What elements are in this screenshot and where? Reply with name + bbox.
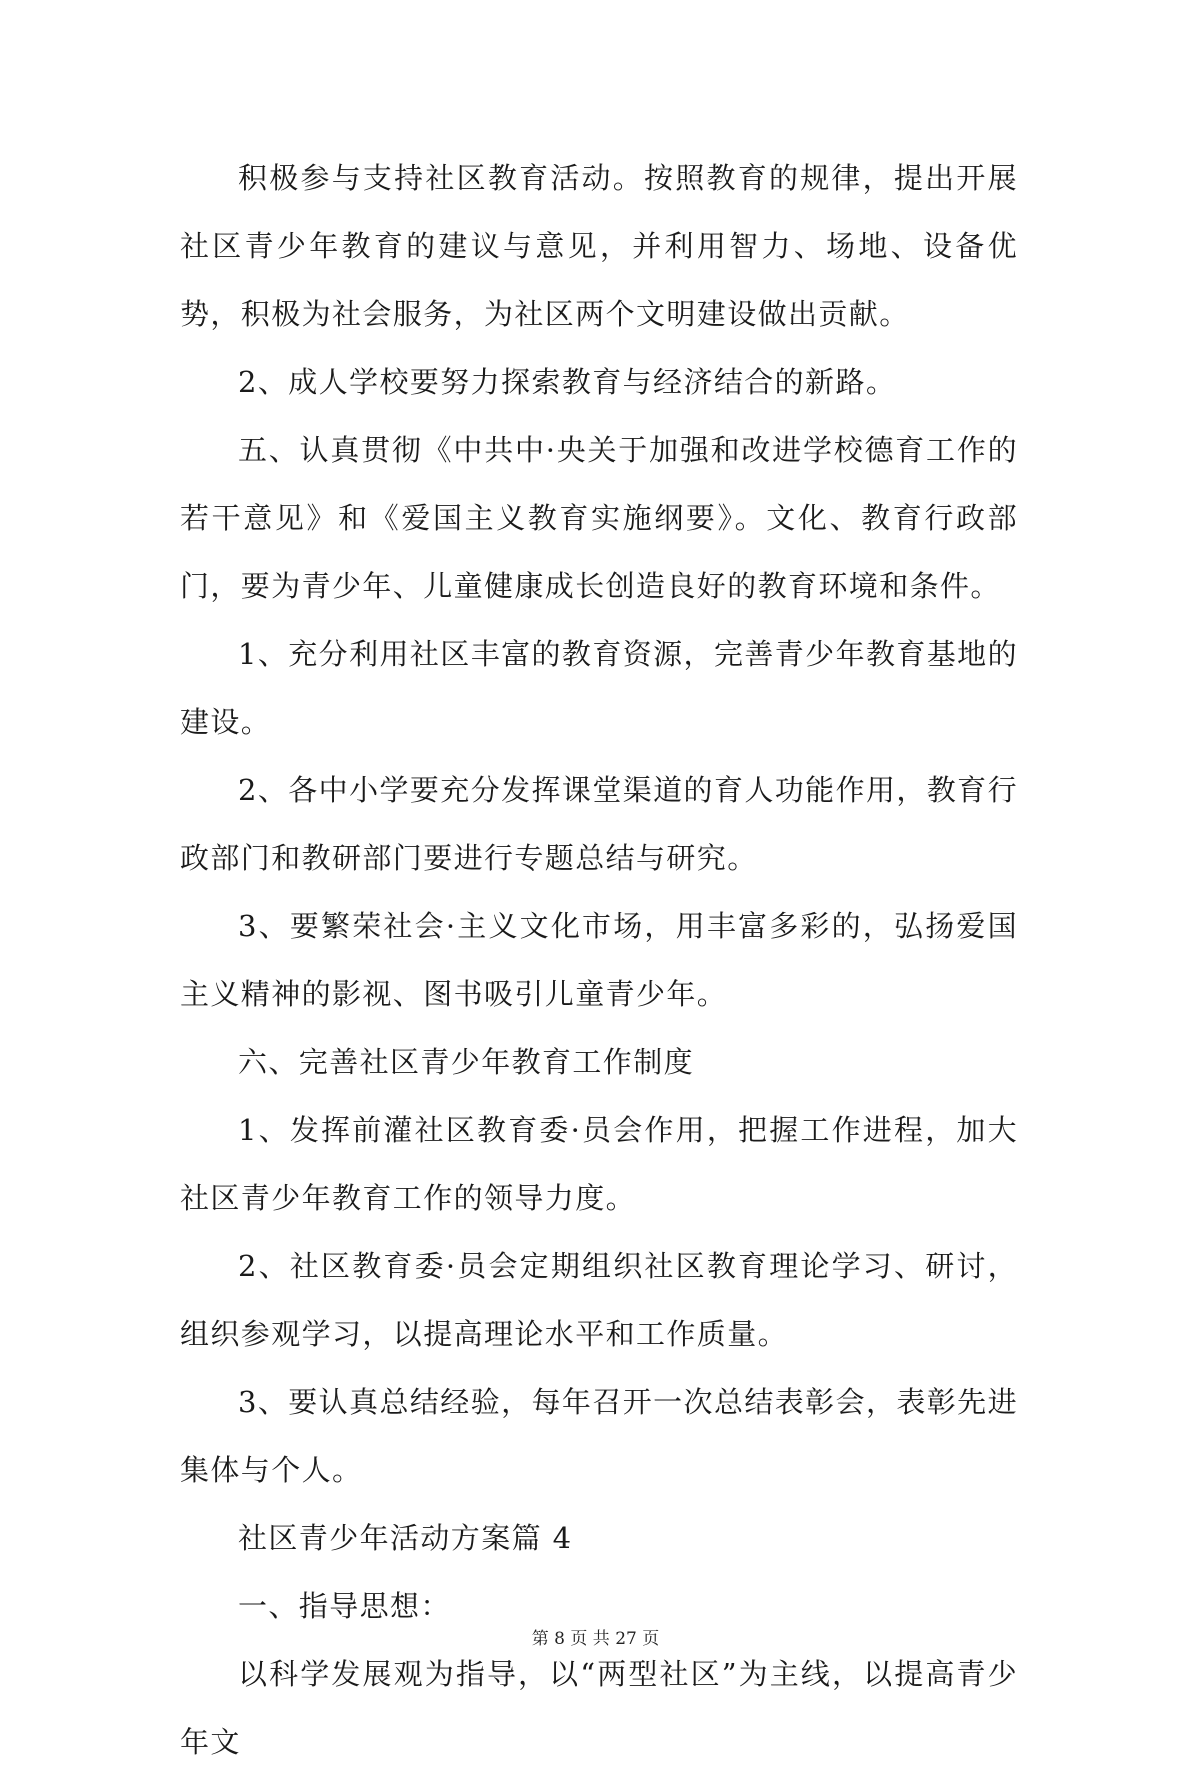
paragraph: 以科学发展观为指导，以“两型社区”为主线，以提高青少年文	[180, 1657, 1018, 1759]
paragraph: 积极参与支持社区教育活动。按照教育的规律，提出开展社区青少年教育的建议与意见，并利用智力、场地、设备优势，积极为社会服务，为社区两个文明建设做出贡献。	[180, 161, 1018, 331]
chapter-title: 社区青少年活动方案篇 4	[238, 1521, 573, 1555]
paragraph: 1、发挥前灌社区教育委·员会作用，把握工作进程，加大社区青少年教育工作的领导力度。	[180, 1113, 1018, 1215]
document-body	[180, 144, 1018, 1776]
paragraph: 2、成人学校要努力探索教育与经济结合的新路。	[238, 365, 897, 399]
section-heading: 六、完善社区青少年教育工作制度	[238, 1045, 695, 1079]
paragraph: 五、认真贯彻《中共中·央关于加强和改进学校德育工作的若干意见》和《爱国主义教育实施纲要》。文化、教育行政部门，要为青少年、儿童健康成长创造良好的教育环境和条件。	[180, 433, 1018, 603]
paragraph: 2、各中小学要充分发挥课堂渠道的育人功能作用，教育行政部门和教研部门要进行专题总结与研究。	[180, 773, 1018, 875]
paragraph: 3、要繁荣社会·主义文化市场，用丰富多彩的，弘扬爱国主义精神的影视、图书吸引儿童青少年。	[180, 909, 1018, 1011]
paragraph: 1、充分利用社区丰富的教育资源，完善青少年教育基地的建设。	[180, 637, 1018, 739]
page-number: 第 8 页 共 27 页	[531, 1629, 660, 1649]
section-heading: 一、指导思想：	[238, 1589, 451, 1623]
paragraph: 3、要认真总结经验，每年召开一次总结表彰会，表彰先进集体与个人。	[180, 1385, 1018, 1487]
paragraph: 2、社区教育委·员会定期组织社区教育理论学习、研讨，组织参观学习，以提高理论水平和工作质量。	[180, 1249, 1018, 1351]
page-footer	[0, 1624, 1191, 1649]
